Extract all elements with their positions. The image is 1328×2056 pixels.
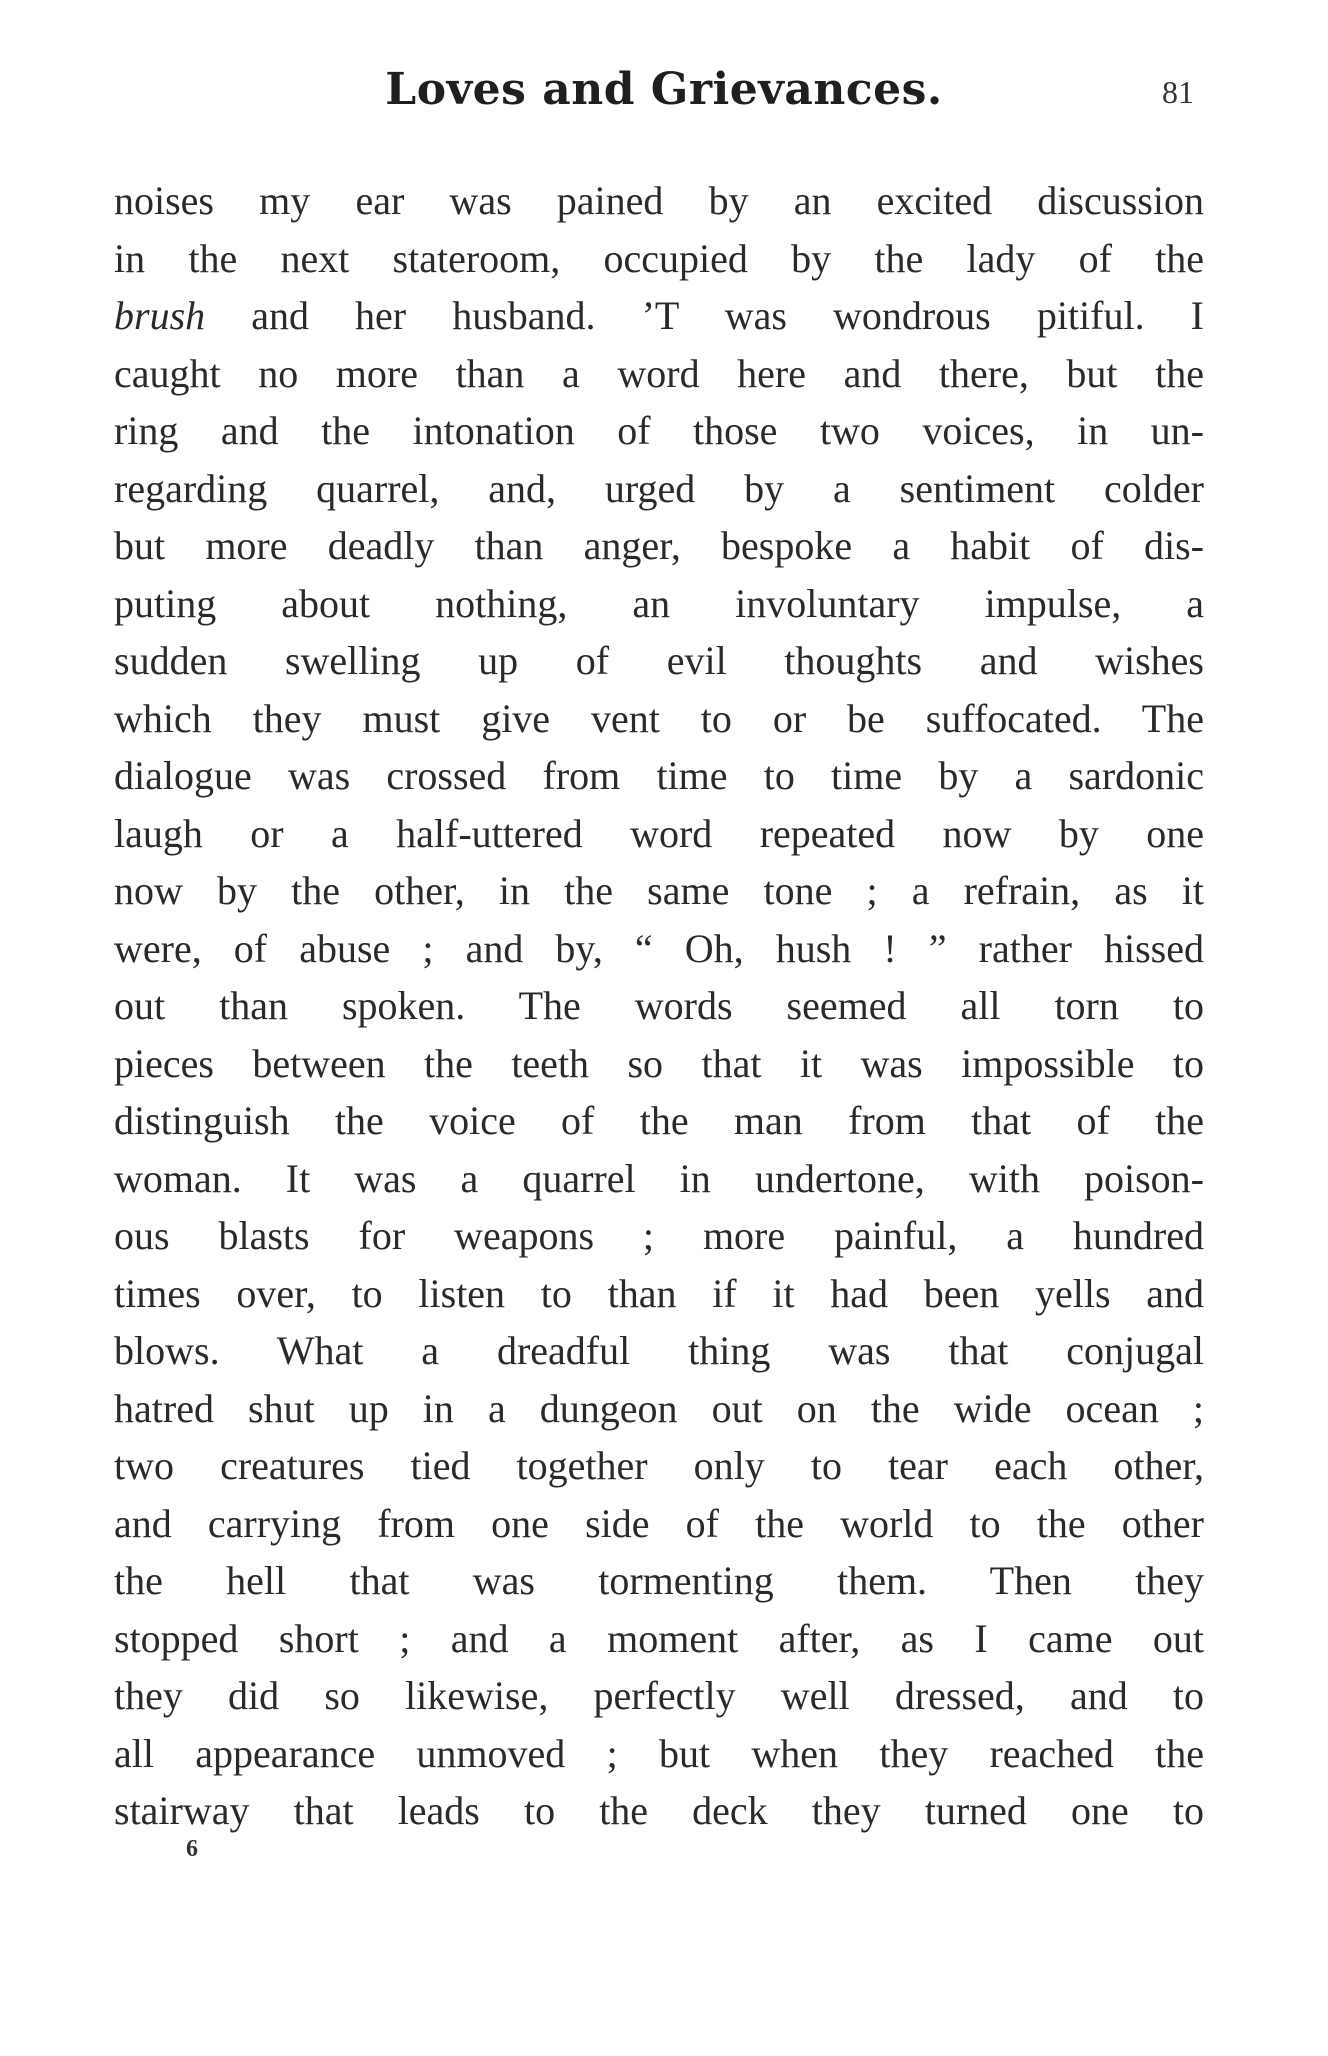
- text-line: ring and the intonation of those two voices, in un-: [114, 408, 1204, 453]
- text-line: the hell that was tormenting them. Then they: [114, 1558, 1204, 1603]
- body-text: [114, 172, 1204, 1840]
- text-line: regarding quarrel, and, urged by a sentiment colder: [114, 465, 1204, 511]
- text-line: stairway that leads to the deck they turned one to: [114, 1788, 1204, 1833]
- text-line: pieces between the teeth so that it was impossible to: [114, 1040, 1204, 1086]
- text-line: sudden swelling up of evil thoughts and wishes: [114, 638, 1204, 683]
- text-line: which they must give vent to or be suffocated. The: [114, 695, 1204, 741]
- text-line: noises my ear was pained by an excited discussion: [114, 178, 1204, 223]
- text-line: all appearance unmoved ; but when they reached the: [114, 1730, 1204, 1776]
- text-line: now by the other, in the same tone ; a refrain, as it: [114, 868, 1204, 913]
- text-line: and carrying from one side of the world to the other: [114, 1500, 1204, 1546]
- text-line: blows. What a dreadful thing was that conjugal: [114, 1328, 1204, 1373]
- text-line: hatred shut up in a dungeon out on the wide ocean ;: [114, 1385, 1204, 1431]
- text-line: ous blasts for weapons ; more painful, a hundred: [114, 1213, 1204, 1258]
- text-line: puting about nothing, an involuntary impulse, a: [114, 580, 1204, 626]
- signature-mark: 6: [186, 1836, 198, 1862]
- text-line: woman. It was a quarrel in undertone, with poison-: [114, 1155, 1204, 1201]
- text-line: caught no more than a word here and there, but the: [114, 350, 1204, 396]
- text-line: laugh or a half-uttered word repeated now by one: [114, 810, 1204, 856]
- text-line: but more deadly than anger, bespoke a habit of dis-: [114, 523, 1204, 568]
- page-number: 81: [1162, 74, 1194, 110]
- text-line: stopped short ; and a moment after, as I came out: [114, 1615, 1204, 1661]
- text-line: out than spoken. The words seemed all torn to: [114, 983, 1204, 1028]
- text-line: dialogue was crossed from time to time by a sardonic: [114, 753, 1204, 798]
- text-line: times over, to listen to than if it had been yells and: [114, 1270, 1204, 1316]
- text-line: brush and her husband. ’T was wondrous pitiful. I: [114, 293, 1204, 338]
- text-line: were, of abuse ; and by, “ Oh, hush ! ” rather hissed: [114, 925, 1204, 971]
- text-line: two creatures tied together only to tear each other,: [114, 1443, 1204, 1488]
- running-head-title: Loves and Grievances.: [385, 64, 943, 115]
- text-line: distinguish the voice of the man from that of the: [114, 1098, 1204, 1143]
- text-line: they did so likewise, perfectly well dressed, and to: [114, 1673, 1204, 1718]
- text-line: in the next stateroom, occupied by the lady of the: [114, 235, 1204, 281]
